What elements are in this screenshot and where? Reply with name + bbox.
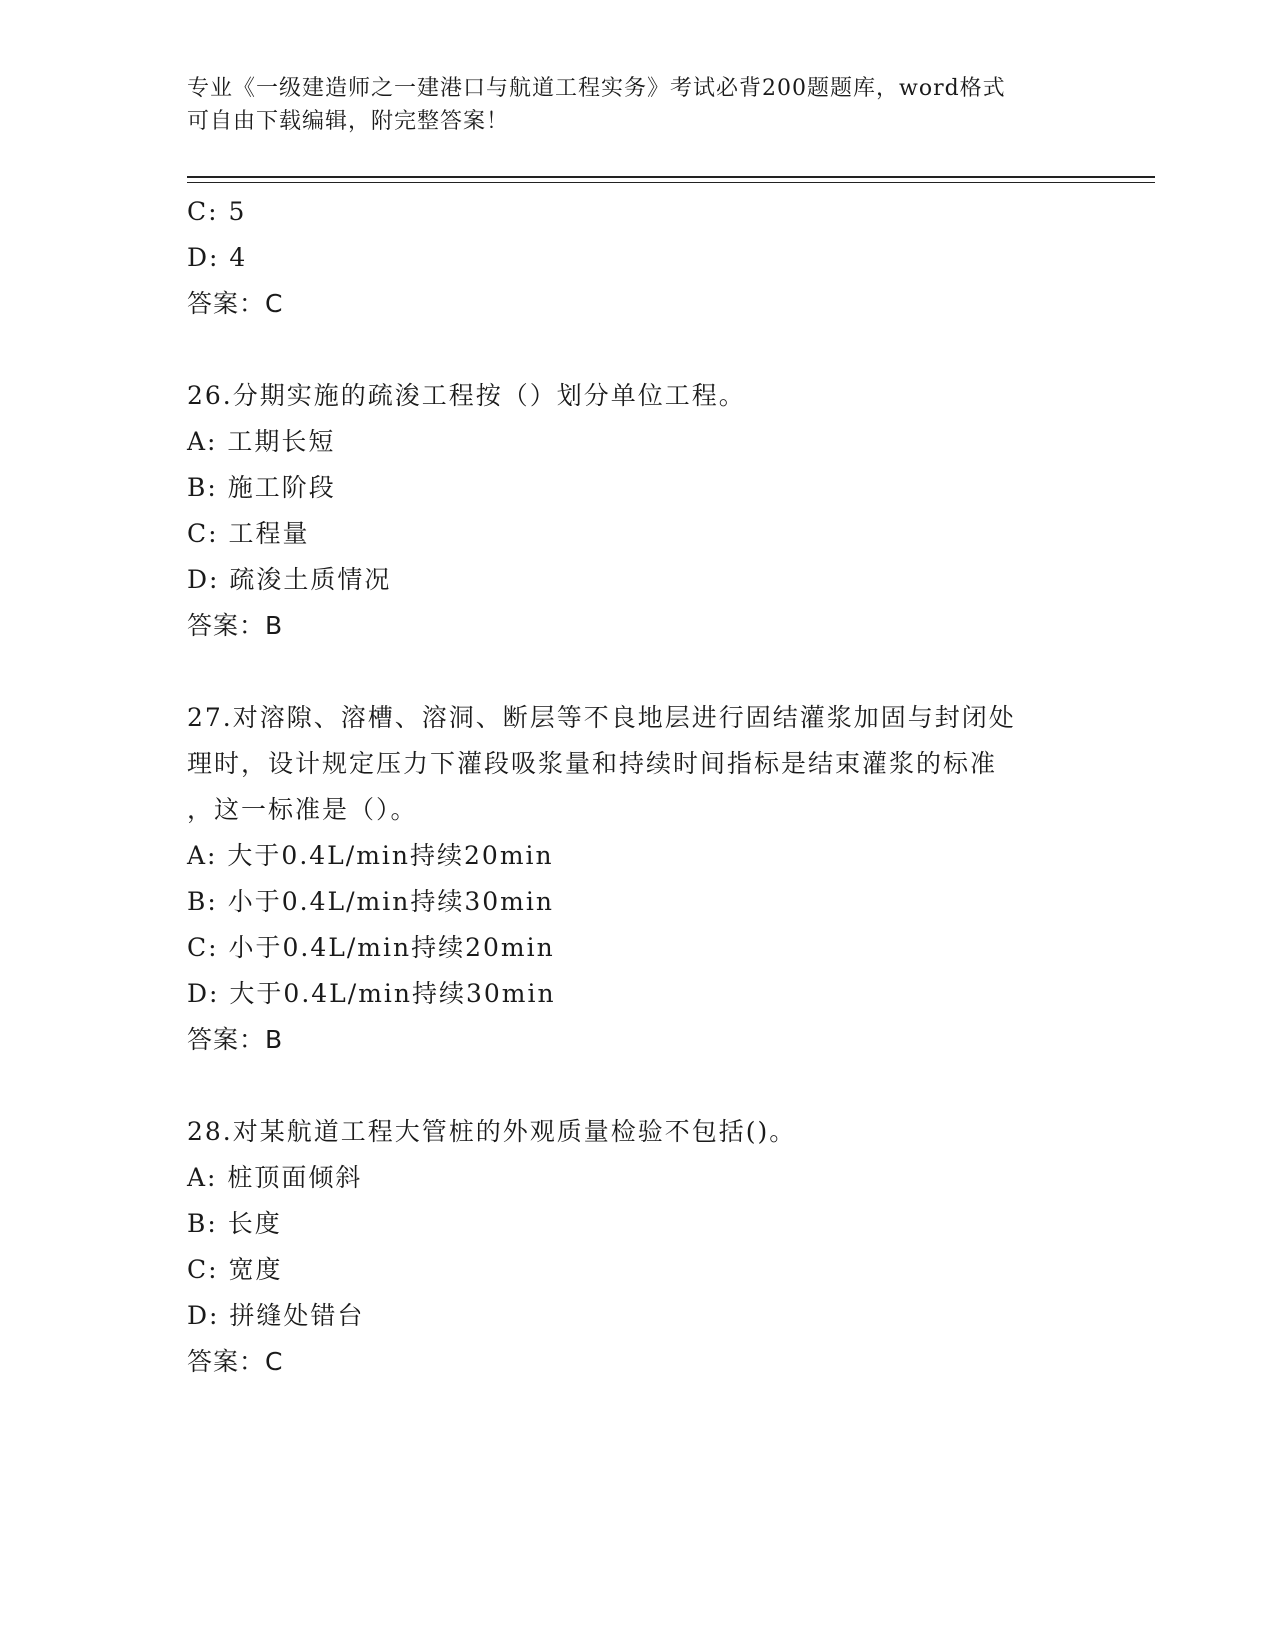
question-stem: 26.分期实施的疏浚工程按（）划分单位工程。 xyxy=(187,381,746,410)
option-b: B: 长度 xyxy=(187,1209,282,1238)
question-28 xyxy=(187,1109,1087,1385)
option-b: B: 小于0.4L/min持续30min xyxy=(187,887,554,916)
header-rule-thin xyxy=(187,182,1155,183)
question-27 xyxy=(187,695,1087,1063)
header-rule-thick xyxy=(187,176,1155,178)
answer-line: 答案：C xyxy=(187,1347,284,1376)
answer-line: 答案：C xyxy=(187,289,284,318)
option-d: D: 4 xyxy=(187,243,248,272)
option-d: D: 大于0.4L/min持续30min xyxy=(187,979,556,1008)
question-stem-line-2: 理时，设计规定压力下灌段吸浆量和持续时间指标是结束灌浆的标准 xyxy=(187,749,998,778)
answer-line: 答案：B xyxy=(187,1025,284,1054)
option-b: B: 施工阶段 xyxy=(187,473,336,502)
question-25-tail xyxy=(187,189,1087,327)
header-line-2: 可自由下载编辑，附完整答案！ xyxy=(187,109,510,134)
document-body xyxy=(187,189,1087,1385)
document-header xyxy=(187,72,1087,138)
option-a: A: 大于0.4L/min持续20min xyxy=(187,841,554,870)
question-26 xyxy=(187,373,1087,649)
question-stem-line-1: 27.对溶隙、溶槽、溶洞、断层等不良地层进行固结灌浆加固与封闭处 xyxy=(187,703,1016,732)
question-stem-line-3: ，这一标准是（）。 xyxy=(187,795,418,824)
header-line-1: 专业《一级建造师之一建港口与航道工程实务》考试必背200题题库，word格式 xyxy=(187,76,1006,101)
option-a: A: 桩顶面倾斜 xyxy=(187,1163,363,1192)
answer-line: 答案：B xyxy=(187,611,284,640)
option-c: C: 工程量 xyxy=(187,519,310,548)
option-d: D: 疏浚土质情况 xyxy=(187,565,392,594)
option-c: C: 5 xyxy=(187,197,247,226)
question-stem: 28.对某航道工程大管桩的外观质量检验不包括()。 xyxy=(187,1117,797,1146)
option-c: C: 宽度 xyxy=(187,1255,283,1284)
option-c: C: 小于0.4L/min持续20min xyxy=(187,933,555,962)
option-a: A: 工期长短 xyxy=(187,427,336,456)
option-d: D: 拼缝处错台 xyxy=(187,1301,365,1330)
